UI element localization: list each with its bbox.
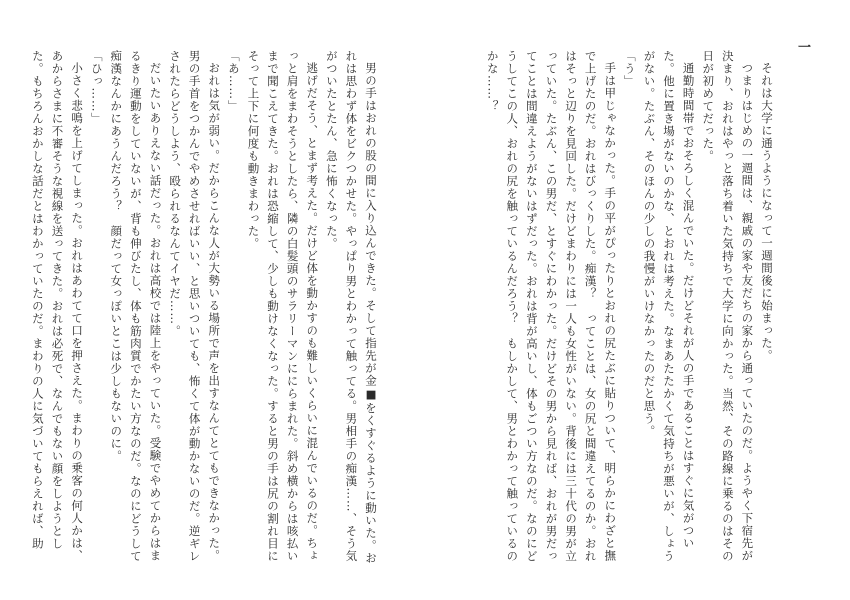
paragraph: おれは気が弱い。だからこんな人が大勢いる場所で声を出すなんてとてもできなかった。男の手首をつかんでやめさせればいい、と思いついても、怖くて体が動かないのだ。逆ギレされたらどうしよう、殴られるなんてイヤだ……。	[168, 50, 222, 563]
paragraph: 手は甲じゃなかった。手の平がぴったりとおれの尻たぶに貼りついて、明らかにわざと撫で上げたのだ。おれはびっくりした。痴漢？ ってことは、女の尻と間違えてるのか。おれはそっと辺りを見回した。だけどまわりには一人も女性がいない。背後には三十代の男が立っていた。たぶん、この男だ、とすぐにわかった。だけどその男から見れば、おれが男だってことは間違えようがないはずだった。おれは背が高いし、体もごつい方なのだ。なのにどうしてこの人、おれの尻を触っているんだろう？ もしかして、男とわかって触っているのかな……？	[485, 50, 618, 563]
paragraph: だいたいありえない話だった。おれは高校では陸上をやっていた。受験でやめてからはまるきり運動をしていないが、背も伸びたし、体も筋肉質でかたい方なのだ。なのにどうして痴漢なんかにあうんだろう？ 顔だって女っぽいとこは少しもないのに。	[109, 50, 163, 563]
chapter-number: 一	[795, 40, 810, 53]
paragraph: 小さく悲鳴を上げてしまった。おれはあわてて口を押さえた。まわりの乗客の何人かは、あからさまに不審そうな視線を送ってきた。おれは必死で、なんでもない顔をしようとした。もちろんおかしな話だとはわかっていたのだ。まわりの人に気づいてもらえれば、助	[30, 50, 85, 562]
paragraph: 男の手はおれの股の間に入り込んできた。そして指先が金■をくすぐるように動いた。おれは思わず体をビクつかせた。やっぱり男とわかって触ってる。男相手の痴漢……、そう気がついたとたん、急に怖くなった。	[324, 50, 378, 564]
paragraph: それは大学に通うようになって一週間後に始まった。	[760, 61, 774, 362]
paragraph: つまりはじめの一週間は、親戚の家や友だちの家から通っていたのだ。ようやく下宿先が決まり、おれはやっと落ち着いた気持ちで大学に向かった。当然、その路線に乗るのはその日が初めてだった。	[701, 50, 755, 563]
dialog-line: 「あ……」	[226, 50, 241, 113]
paragraph: 通勤時間帯でおそろしく混んでいた。だけどそれが人の手であることはすぐに気がついた。他に置き場がないのかな、とおれは考えた。なまあたたかくて気持ちが悪いが、しょうがない。たぶん、そのほんの少しの我慢がいけなかったのだと思う。	[642, 50, 696, 563]
left-page-text	[30, 50, 380, 570]
paragraph: 逃げだそう、とまず考えた。だけど体を動かすのも難しいくらいに混んでいるのだ。ちょっと肩をまわそうとしたら、隣の白髪頭のサラリーマンににらまれた。斜め横からは咳払いまで聞こえてきた。おれは恐縮して、少しも動けなくなった。すると男の手は尻の割れ目にそって上下に何度も動きまわった。	[246, 50, 320, 563]
dialog-line: 「ひっ……」	[89, 50, 104, 125]
right-page-text	[476, 50, 776, 570]
dialog-line: 「う」	[622, 50, 637, 88]
